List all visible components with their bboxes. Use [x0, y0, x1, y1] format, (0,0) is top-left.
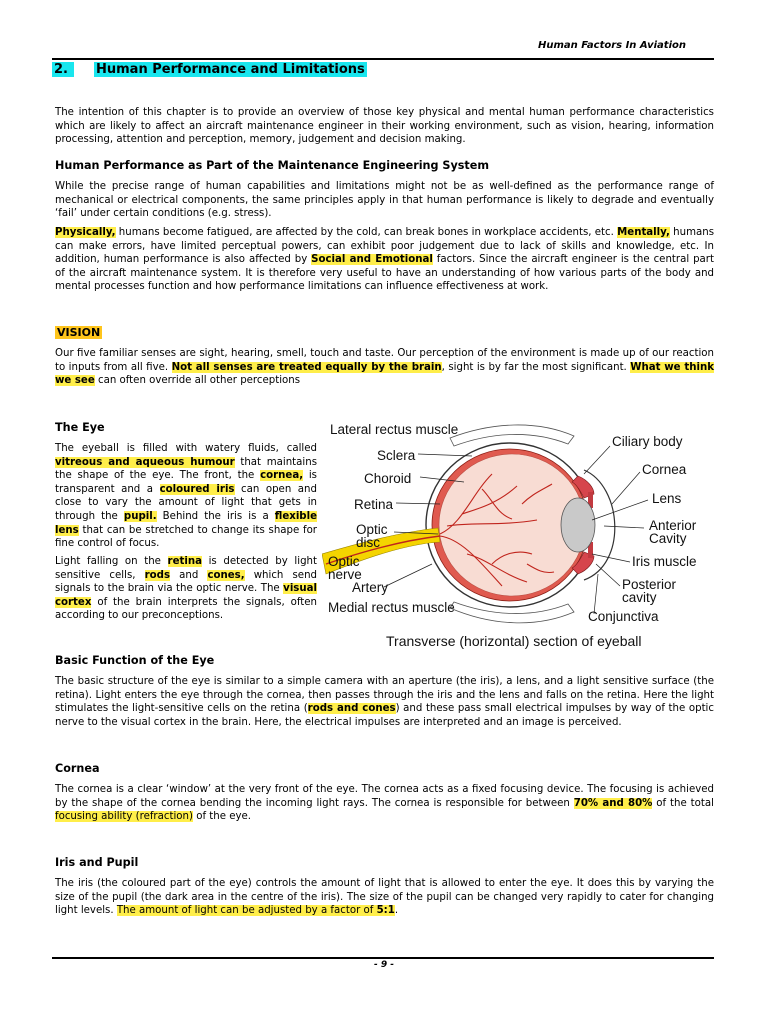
text-span: of the total [652, 797, 714, 809]
label-optic-disc-2: disc [356, 535, 381, 550]
eye-paragraph-1 [55, 442, 317, 551]
intro-paragraph: The intention of this chapter is to provide an overview of those key physical and mental human performance characteristics which are likely to affect an aircraft maintenance engineer in their working environment, such as vision, hearing, information processing, attention and perception, memory, judgement and decision making. [55, 107, 714, 146]
label-iris-muscle: Iris muscle [632, 554, 697, 569]
section-heading-cornea: Cornea [55, 762, 100, 775]
label-optic-disc-1: Optic [356, 522, 388, 537]
eye-paragraph-2 [55, 555, 317, 623]
text-span: Our five familiar senses are sight, hearing, smell, touch and taste. Our perception of the environment is made up of our reaction to inputs from all five. [55, 348, 714, 373]
running-header: Human Factors In Aviation [537, 40, 686, 51]
label-optic-nerve-1: Optic [328, 554, 360, 569]
highlight-retina: retina [167, 556, 202, 567]
label-conjunctiva: Conjunctiva [588, 609, 659, 624]
chapter-title [52, 62, 367, 77]
highlight-pupil: pupil. [123, 510, 157, 522]
text-span: ) and these pass small electrical impulses by way of the optic nerve to the visual cortex in the brain. Here, the electrical impulses are interpreted and an image is perceived. [55, 703, 714, 728]
highlight-visual-cortex: visual cortex [55, 583, 317, 608]
text-span: of the brain interprets the signals, often according to our preconceptions. [55, 596, 317, 622]
section-heading-eye: The Eye [55, 421, 105, 434]
highlight-physically: Physically, [55, 227, 116, 238]
label-ciliary-body: Ciliary body [612, 434, 683, 449]
text-span: The cornea is a clear ‘window’ at the very front of the eye. The cornea acts as a fixed focusing device. The focusing is achieved by the shape of the cornea bending the incoming light rays. The cornea is responsible for between [55, 784, 714, 809]
section-heading-basic-function: Basic Function of the Eye [55, 654, 215, 667]
basic-function-paragraph [55, 675, 714, 729]
highlight-rods-and-cones: rods and cones [307, 703, 396, 715]
label-anterior-2: Cavity [649, 531, 687, 546]
text-span: Light falling on the [55, 556, 168, 567]
eye-diagram [322, 414, 714, 652]
page-number: - 9 - [374, 960, 394, 970]
highlight-humour: vitreous and aqueous humour [55, 456, 235, 468]
text-span: is transparent and a [55, 470, 317, 495]
performance-paragraph-1: While the precise range of human capabilities and limitations might not be as well-defined as the performance range of mechanical or electrical components, the same principles apply in that human performance is likely to degrade and eventually ‘fail’ under certain conditions (e.g. stress). [55, 181, 714, 220]
label-anterior-1: Anterior [649, 518, 697, 533]
chapter-number: 2. [52, 62, 74, 77]
text-span: Behind the iris is a [156, 510, 275, 522]
text-span: of the eye. [192, 811, 252, 823]
label-choroid: Choroid [364, 471, 412, 486]
highlight-social-emotional: Social and Emotional [311, 254, 433, 266]
section-heading-iris: Iris and Pupil [55, 856, 139, 869]
performance-paragraph-2 [55, 226, 714, 294]
text-span: factors. Since the aircraft engineer is the central part of the aircraft maintenance system. It is therefore very useful to have an understanding of how various parts of the body and mental processes function and how performance limitations can influence effectiveness at work. [55, 254, 714, 293]
highlight-iris: coloured iris [159, 483, 235, 495]
label-retina: Retina [354, 497, 394, 512]
label-cornea: Cornea [642, 462, 687, 477]
footer-rule [52, 957, 714, 959]
header-rule [52, 58, 714, 60]
vision-label: VISION [57, 326, 101, 339]
text-span: humans become fatigued, are affected by the cold, can break bones in workplace accidents, etc. [115, 227, 618, 238]
label-lens: Lens [652, 491, 682, 506]
highlight-cornea: cornea, [260, 470, 304, 482]
text-span: The eyeball is filled with watery fluids, called [55, 443, 317, 454]
highlight-what-we-see: What we think we see [55, 361, 714, 387]
label-optic-nerve-2: nerve [328, 567, 362, 582]
vision-paragraph [55, 347, 714, 388]
highlight-light-factor: The amount of light can be adjusted by a factor of [116, 905, 377, 917]
lens-shape [561, 498, 595, 552]
text-span: is detected by light sensitive cells, [55, 556, 317, 581]
highlight-ratio: 5:1 [376, 905, 395, 917]
text-span: can open and close to vary the amount of light that gets in through the [55, 483, 317, 522]
text-span: can often override all other perceptions [94, 375, 301, 387]
highlight-rods: rods [144, 569, 171, 581]
highlight-percentage: 70% and 80% [573, 797, 653, 809]
label-posterior-2: cavity [622, 590, 657, 605]
label-lateral-rectus: Lateral rectus muscle [330, 422, 459, 437]
diagram-caption: Transverse (horizontal) section of eyeball [386, 633, 642, 649]
text-span: , sight is by far the most significant. [441, 361, 631, 373]
highlight-senses: Not all senses are treated equally by the brain [171, 361, 442, 373]
text-span: that maintains the shape of the eye. The front, the [55, 456, 317, 482]
highlight-cones: cones, [207, 569, 245, 581]
text-span: The iris (the coloured part of the eye) controls the amount of light that is allowed to enter the eye. It does this by varying the size of the pupil (the dark area in the centre of the iris). The size of the pupil can be changed very rapidly to cater for changing light levels. [55, 878, 714, 917]
label-posterior-1: Posterior [622, 577, 677, 592]
text-span: which send signals to the brain via the optic nerve. The [55, 569, 317, 595]
text-span: . [394, 905, 399, 917]
cornea-paragraph [55, 783, 714, 824]
highlight-focusing-ability: focusing ability (refraction) [55, 811, 193, 823]
text-span: that can be stretched to change its shape for fine control of focus. [55, 524, 317, 550]
text-span: The basic structure of the eye is similar to a simple camera with an aperture (the iris), a lens, and a light sensitive surface (the retina). Light enters the eye through the cornea, then passes through the iris and the lens and falls on the retina. Here the light stimulates the light-sensitive cells on the retina ( [55, 676, 714, 715]
highlight-lens: flexible lens [55, 510, 317, 536]
label-medial-rectus: Medial rectus muscle [328, 600, 455, 615]
highlight-mentally: Mentally, [617, 227, 670, 238]
label-sclera: Sclera [377, 448, 416, 463]
label-artery: Artery [352, 580, 389, 595]
section-heading-performance: Human Performance as Part of the Maintenance Engineering System [55, 159, 490, 172]
chapter-title-text: Human Performance and Limitations [95, 62, 365, 77]
text-span: humans can make errors, have limited perceptual powers, can exhibit poor judgement due to lack of skills and knowledge, etc. In addition, human performance is also affected by [55, 227, 714, 266]
text-span: and [170, 569, 208, 581]
iris-paragraph [55, 877, 714, 918]
